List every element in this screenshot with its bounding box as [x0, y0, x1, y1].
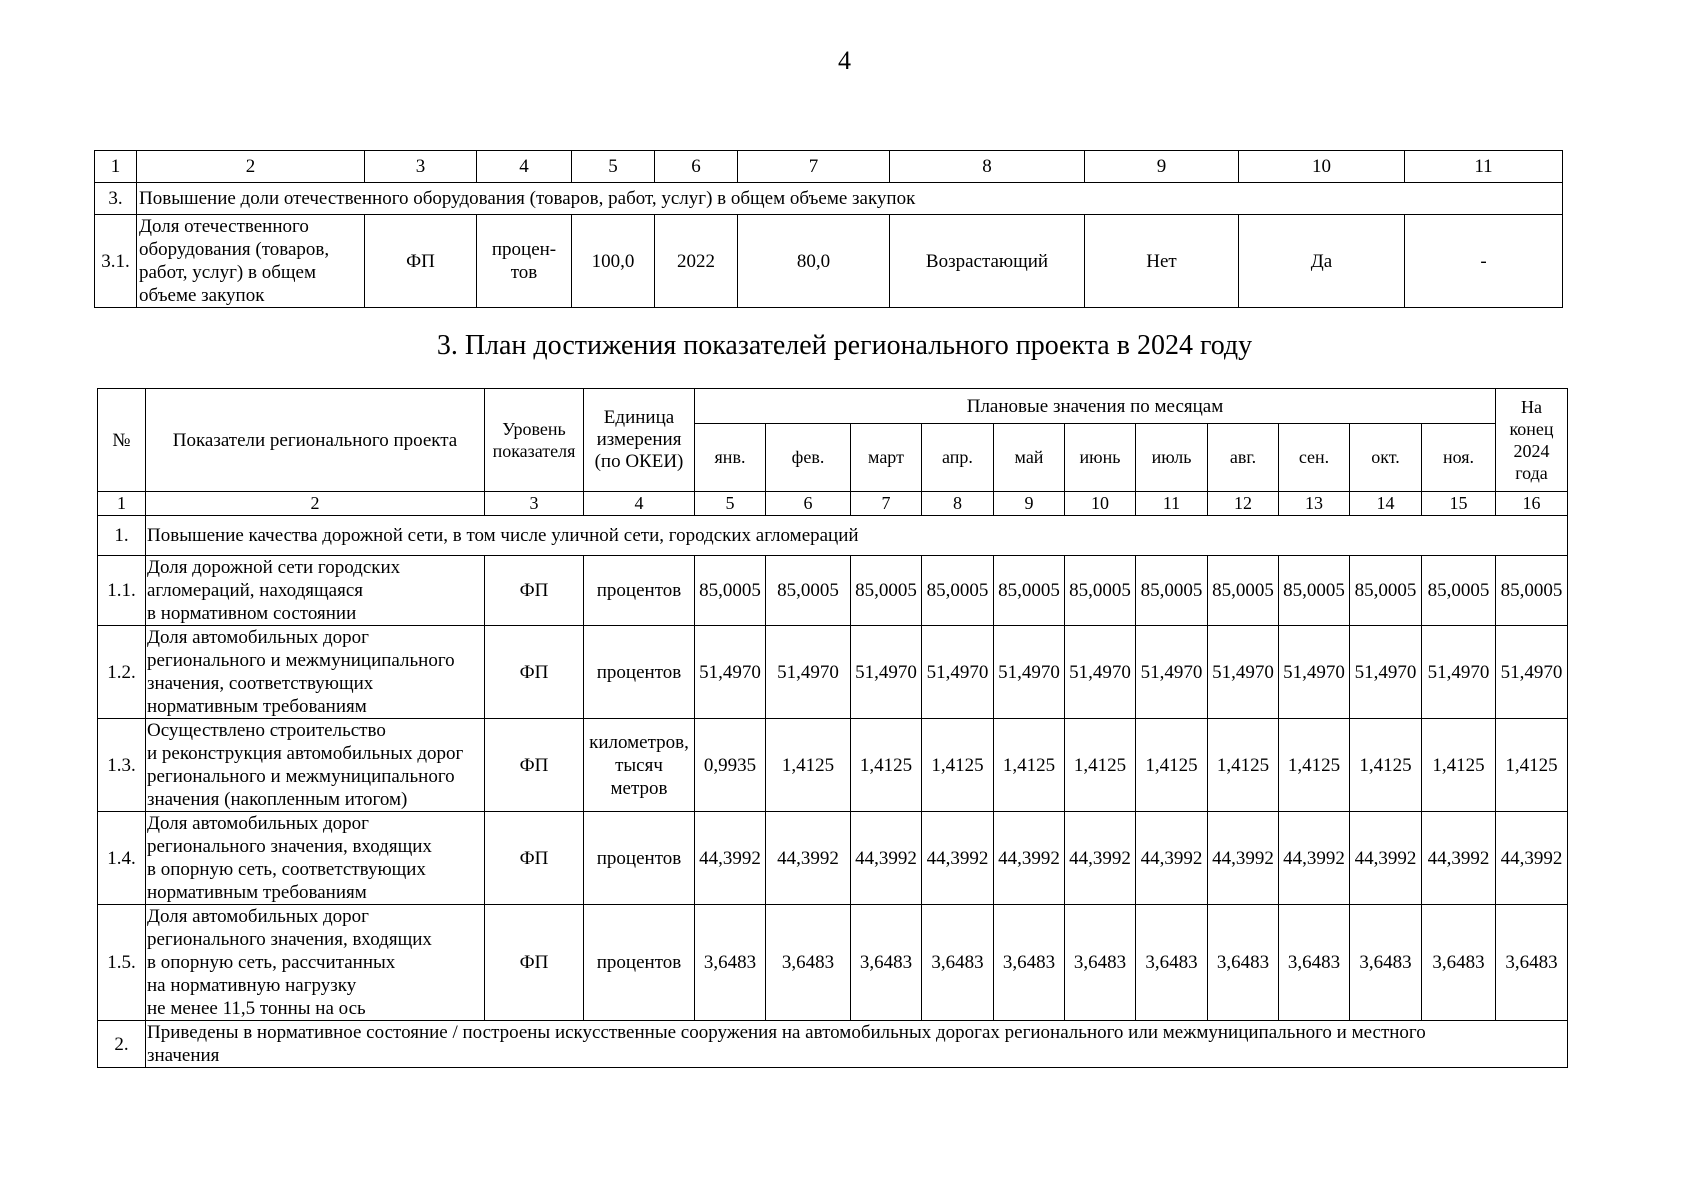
month-value: 1,4125 [766, 719, 851, 812]
month-value: 85,0005 [1136, 556, 1208, 626]
month-value: 1,4125 [1350, 719, 1422, 812]
table-row [98, 812, 1568, 905]
month-value: 1,4125 [1279, 719, 1350, 812]
row-number: 1.4. [98, 812, 146, 905]
table-row [98, 556, 1568, 626]
month-header: окт. [1350, 424, 1422, 492]
table-row [98, 719, 1568, 812]
month-value: 85,0005 [1350, 556, 1422, 626]
month-value: 1,4125 [994, 719, 1065, 812]
header-monthly: Плановые значения по месяцам [695, 389, 1496, 424]
indicator-level: ФП [485, 556, 584, 626]
column-number: 14 [1350, 492, 1422, 516]
header-number: № [98, 389, 146, 492]
indicator-level: ФП [485, 812, 584, 905]
column-7-value: 80,0 [738, 215, 890, 308]
month-value: 44,3992 [1208, 812, 1279, 905]
section-row-2 [98, 1021, 1568, 1068]
month-value: 3,6483 [1065, 905, 1136, 1021]
column-10-value: Да [1239, 215, 1405, 308]
month-value: 85,0005 [1279, 556, 1350, 626]
column-number: 1 [98, 492, 146, 516]
month-value: 51,4970 [1065, 626, 1136, 719]
table1-section-row [95, 183, 1563, 215]
month-value: 44,3992 [922, 812, 994, 905]
month-value: 85,0005 [1208, 556, 1279, 626]
column-number: 16 [1496, 492, 1568, 516]
column-number: 9 [994, 492, 1065, 516]
month-value: 1,4125 [1208, 719, 1279, 812]
column-9-value: Нет [1085, 215, 1239, 308]
indicator-unit: процен- тов [477, 215, 572, 308]
month-value: 85,0005 [695, 556, 766, 626]
section-number: 1. [98, 516, 146, 556]
month-value: 44,3992 [766, 812, 851, 905]
section-title: Повышение доли отечественного оборудования (товаров, работ, услуг) в общем объеме закупок [137, 183, 1563, 215]
column-number: 7 [738, 151, 890, 183]
column-number: 8 [922, 492, 994, 516]
table-row [98, 626, 1568, 719]
table-row [98, 905, 1568, 1021]
month-value: 1,4125 [1136, 719, 1208, 812]
header-unit: Единица измерения (по ОКЕИ) [584, 389, 695, 492]
month-value: 44,3992 [851, 812, 922, 905]
month-value: 44,3992 [695, 812, 766, 905]
month-value: 3,6483 [1350, 905, 1422, 1021]
column-number: 7 [851, 492, 922, 516]
indicator-name: Доля автомобильных дорог регионального и межмуниципального значения, соответствующих нормативным требованиям [146, 626, 485, 719]
indicator-unit: процентов [584, 812, 695, 905]
column-number: 13 [1279, 492, 1350, 516]
month-value: 51,4970 [1208, 626, 1279, 719]
month-value: 51,4970 [1422, 626, 1496, 719]
month-value: 85,0005 [1065, 556, 1136, 626]
month-value: 3,6483 [1496, 905, 1568, 1021]
column-number: 5 [572, 151, 655, 183]
column-number: 2 [137, 151, 365, 183]
monthly-plan-table [97, 388, 1568, 1068]
column-number: 3 [365, 151, 477, 183]
month-value: 1,4125 [922, 719, 994, 812]
month-value: 51,4970 [851, 626, 922, 719]
column-number: 11 [1136, 492, 1208, 516]
month-header: сен. [1279, 424, 1350, 492]
month-value: 44,3992 [1136, 812, 1208, 905]
indicator-level: ФП [485, 905, 584, 1021]
month-header: фев. [766, 424, 851, 492]
month-value: 44,3992 [1065, 812, 1136, 905]
month-value: 3,6483 [994, 905, 1065, 1021]
month-value: 51,4970 [1496, 626, 1568, 719]
month-value: 1,4125 [851, 719, 922, 812]
month-header: июль [1136, 424, 1208, 492]
month-value: 51,4970 [695, 626, 766, 719]
section-row-1 [98, 516, 1568, 556]
month-value: 51,4970 [994, 626, 1065, 719]
column-number: 3 [485, 492, 584, 516]
column-number: 10 [1065, 492, 1136, 516]
month-header: апр. [922, 424, 994, 492]
table2-column-numbers [98, 492, 1568, 516]
indicator-unit: процентов [584, 626, 695, 719]
header-level: Уровень показателя [485, 389, 584, 492]
column-number: 15 [1422, 492, 1496, 516]
table1-indicator-row [95, 215, 1563, 308]
month-value: 3,6483 [851, 905, 922, 1021]
row-number: 1.1. [98, 556, 146, 626]
month-header: ноя. [1422, 424, 1496, 492]
table1-column-numbers [95, 151, 1563, 183]
indicator-name: Доля дорожной сети городских агломераций, находящаяся в нормативном состоянии [146, 556, 485, 626]
month-value: 51,4970 [1350, 626, 1422, 719]
month-value: 44,3992 [994, 812, 1065, 905]
month-header: июнь [1065, 424, 1136, 492]
month-value: 51,4970 [922, 626, 994, 719]
indicator-level: ФП [485, 719, 584, 812]
indicator-name: Доля автомобильных дорог регионального значения, входящих в опорную сеть, рассчитанных на нормативную нагрузку не менее 11,5 тонны на ось [146, 905, 485, 1021]
column-number: 1 [95, 151, 137, 183]
header-indicator: Показатели регионального проекта [146, 389, 485, 492]
month-value: 3,6483 [766, 905, 851, 1021]
indicator-unit: процентов [584, 905, 695, 1021]
page-number: 4 [838, 46, 851, 75]
month-value: 44,3992 [1350, 812, 1422, 905]
column-11-value: - [1405, 215, 1563, 308]
section-title: Повышение качества дорожной сети, в том числе уличной сети, городских агломераций [146, 516, 1568, 556]
column-number: 4 [584, 492, 695, 516]
month-value: 85,0005 [922, 556, 994, 626]
month-value: 85,0005 [1496, 556, 1568, 626]
indicator-level: ФП [365, 215, 477, 308]
month-value: 85,0005 [994, 556, 1065, 626]
indicator-unit: километров, тысяч метров [584, 719, 695, 812]
month-value: 3,6483 [922, 905, 994, 1021]
month-header: март [851, 424, 922, 492]
month-value: 44,3992 [1422, 812, 1496, 905]
month-value: 3,6483 [695, 905, 766, 1021]
month-value: 3,6483 [1422, 905, 1496, 1021]
header-row-top [98, 389, 1568, 424]
indicator-unit: процентов [584, 556, 695, 626]
section-heading: 3. План достижения показателей регионального проекта в 2024 году [436, 330, 1253, 361]
month-header: янв. [695, 424, 766, 492]
month-value: 85,0005 [1422, 556, 1496, 626]
row-number: 1.2. [98, 626, 146, 719]
row-number: 1.3. [98, 719, 146, 812]
month-value: 51,4970 [1279, 626, 1350, 719]
row-number: 3.1. [95, 215, 137, 308]
month-value: 51,4970 [766, 626, 851, 719]
month-header: авг. [1208, 424, 1279, 492]
column-number: 11 [1405, 151, 1563, 183]
month-value: 44,3992 [1279, 812, 1350, 905]
month-value: 1,4125 [1496, 719, 1568, 812]
month-value: 51,4970 [1136, 626, 1208, 719]
section-number: 3. [95, 183, 137, 215]
indicator-name: Доля отечественного оборудования (товаров, работ, услуг) в общем объеме закупок [137, 215, 365, 308]
month-value: 85,0005 [766, 556, 851, 626]
column-number: 8 [890, 151, 1085, 183]
month-value: 1,4125 [1422, 719, 1496, 812]
month-value: 1,4125 [1065, 719, 1136, 812]
indicator-level: ФП [485, 626, 584, 719]
month-value: 44,3992 [1496, 812, 1568, 905]
section-title: Приведены в нормативное состояние / построены искусственные сооружения на автомобильных дорогах регионального или межмуниципального и местного значения [146, 1021, 1568, 1068]
indicator-name: Осуществлено строительство и реконструкция автомобильных дорог регионального и межмуниципального значения (накопленным итогом) [146, 719, 485, 812]
month-value: 0,9935 [695, 719, 766, 812]
column-number: 6 [655, 151, 738, 183]
trend-value: Возрастающий [890, 215, 1085, 308]
month-value: 3,6483 [1208, 905, 1279, 1021]
month-header: май [994, 424, 1065, 492]
month-value: 3,6483 [1136, 905, 1208, 1021]
month-value: 3,6483 [1279, 905, 1350, 1021]
column-number: 5 [695, 492, 766, 516]
indicators-table-continued [94, 150, 1563, 308]
header-end-of-year: На конец 2024 года [1496, 389, 1568, 492]
month-value: 85,0005 [851, 556, 922, 626]
row-number: 1.5. [98, 905, 146, 1021]
column-number: 10 [1239, 151, 1405, 183]
base-value: 100,0 [572, 215, 655, 308]
column-number: 4 [477, 151, 572, 183]
base-year: 2022 [655, 215, 738, 308]
section-number: 2. [98, 1021, 146, 1068]
column-number: 2 [146, 492, 485, 516]
column-number: 9 [1085, 151, 1239, 183]
column-number: 6 [766, 492, 851, 516]
column-number: 12 [1208, 492, 1279, 516]
indicator-name: Доля автомобильных дорог регионального значения, входящих в опорную сеть, соответствующих нормативным требованиям [146, 812, 485, 905]
